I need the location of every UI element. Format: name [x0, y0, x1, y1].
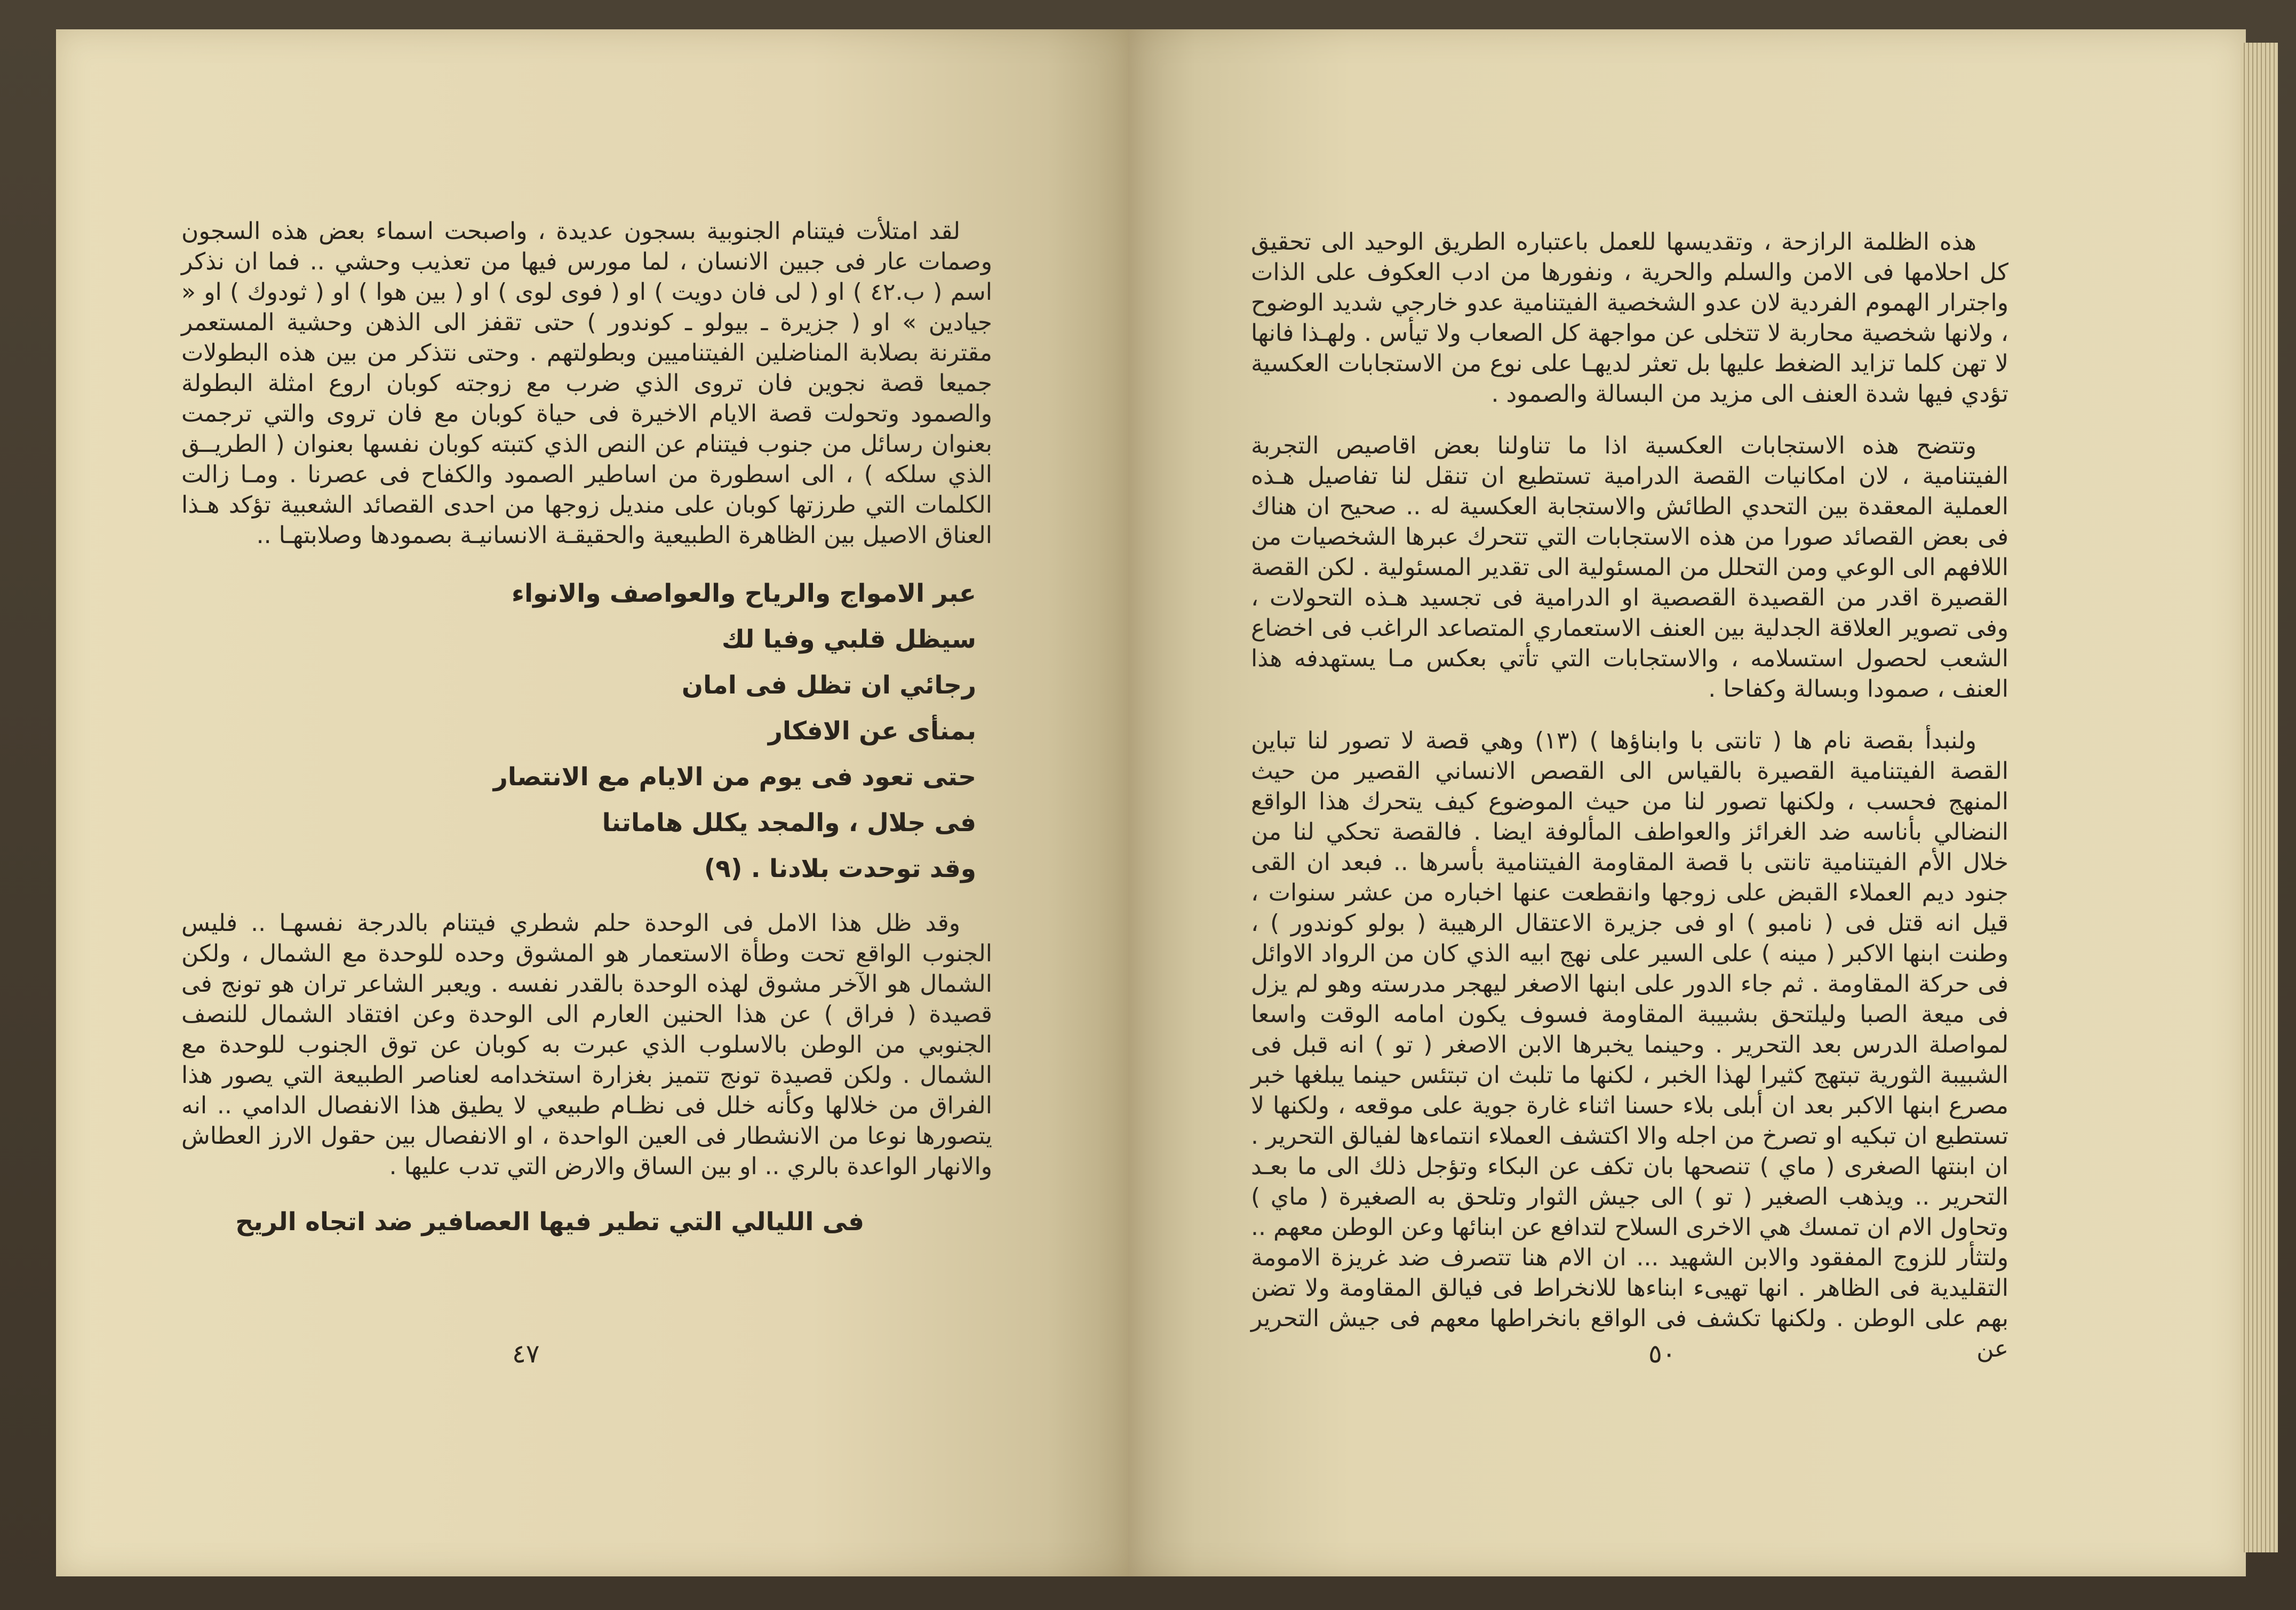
- page-number-left: ٤٧: [512, 1339, 540, 1369]
- page-stack-edge: [2241, 43, 2278, 1552]
- closing-verse-line: فى الليالي التي تطير فيها العصافير ضد اتجاه الريح: [235, 1207, 864, 1237]
- poem-verse: [181, 571, 992, 892]
- right-paragraph-1: هذه الظلمة الرازحة ، وتقديسها للعمل باعتباره الطريق الوحيد الى تحقيق كل احلامها فى الامن والسلم والحرية ، ونفورها من ادب العكوف على الذات واجترار الهموم الفردية لان عدو الشخصية الفيتنامية عدو خارجي شديد الوضوح ، ولانها شخصية محاربة لا تتخلى عن مواجهة كل الصعاب ولا تيأس . ولهـذا فانها لا تهن كلما تزايد الضغط عليها بل تعثر لديهـا على نوع من الاستجابات العكسية تؤدي فيها شدة العنف الى مزيد من البسالة والصمود .: [1251, 228, 2008, 408]
- right-page-text: [1251, 227, 2008, 1364]
- verse-line-2: سيظل قلبي وفيا لك: [721, 625, 976, 654]
- verse-line-4: بمنأى عن الافكار: [768, 716, 976, 746]
- verse-line-3: رجائي ان تظل فى امان: [681, 671, 976, 700]
- left-paragraph-2: وقد ظل هذا الامل فى الوحدة حلم شطري فيتنام بالدرجة نفسهـا .. فليس الجنوب الواقع تحت وطأة الاستعمار هو المشوق وحده للوحدة مع الشمال ، ولكن الشمال هو الآخر مشوق لهذه الوحدة بالقدر نفسه . ويعبر الشاعر تران هو تونج فى قصيدة ( فراق ) عن هذا الحنين العارم الى الوحدة وعن افتقاد الشمال للنصف الجنوبي من الوطن بالاسلوب الذي عبرت به كوبان عن توق الجنوب للوحدة مع الشمال . ولكن قصيدة تونج تتميز بغزارة استخدامه لعناصر الطبيعة التي يصور هذا الفراق من خلالها وكأنه خلل فى نظـام طبيعي لا يطيق هذا الانفصال الدامي .. انه يتصورها نوعا من الانشطار فى العين الواحدة ، او الانفصال بين حقول الارز العطاش والانهار الواعدة بالري .. او بين الساق والارض التي تدب عليها .: [181, 910, 992, 1180]
- right-paragraph-2: وتتضح هذه الاستجابات العكسية اذا ما تناولنا بعض اقاصيص التجربة الفيتنامية ، لان امكانيات القصة الدرامية تستطيع ان تنقل لنا تفاصيل هـذه العملية المعقدة بين التحدي الطائش والاستجابة العكسية له .. صحيح ان هناك فى بعض القصائد صورا من هذه الاستجابات التي تتحرك عبرها الشخصيات من اللافهم الى الوعي ومن التحلل من المسئولية الى تقدير المسئولية . لكن القصة القصيرة اقدر من القصيدة القصصية او الدرامية فى تجسيد هـذه التحولات ، وفى تصوير العلاقة الجدلية بين العنف الاستعماري المتصاعد الراغب فى اخضاع الشعب لحصول استسلامه ، والاستجابات التي تأتي بعكس مـا يستهدفه هذا العنف ، صمودا وبسالة وكفاحا .: [1251, 432, 2008, 703]
- left-page: [56, 29, 1134, 1576]
- verse-line-6: فى جلال ، والمجد يكلل هاماتنا: [602, 808, 976, 838]
- page-number-right: ٥٠: [1648, 1339, 1676, 1369]
- verse-line-5: حتى تعود فى يوم من الايام مع الانتصار: [493, 762, 976, 792]
- verse-line-7: وقد توحدت بلادنا . (٩): [704, 854, 976, 883]
- right-page: [1128, 29, 2246, 1576]
- right-paragraph-3: ولنبدأ بقصة نام ها ( تانتى با وابناؤها ) (١٣) وهي قصة لا تصور لنا تباين القصة الفيتنامية القصيرة بالقياس الى القصص الانساني القصير من حيث المنهج فحسب ، ولكنها تصور لنا من حيث الموضوع كيف يتحرك هذا الواقع النضالي بأناسه ضد الغرائز والعواطف المألوفة ايضا . فالقصة تحكي لنا من خلال الأم الفيتنامية تانتى با قصة المقاومة الفيتنامية بأسرها .. فبعد ان القى جنود ديم العملاء القبض على زوجها وانقطعت عنها اخباره من عشر سنوات ، قيل انه قتل فى ( نامبو ) او فى جزيرة الاعتقال الرهيبة ( بولو كوندور ) ، وطنت ابنها الاكبر ( مينه ) على السير على نهج ابيه الذي كان من الرواد الاوائل فى حركة المقاومة . ثم جاء الدور على ابنها الاصغر ليهجر مدرسته وهو لم يزل فى ميعة الصبا وليلتحق بشبيبة المقاومة فسوف يكون امامه الوقت واسعا لمواصلة الدرس بعد التحرير . وحينما يخبرها الابن الاصغر ( تو ) انه قبل فى الشبيبة الثورية تبتهج كثيرا لهذا الخبر ، لكنها ما تلبث ان تبتئس حينما يبلغها خبر مصرع ابنها الاكبر بعد ان أبلى بلاء حسنا اثناء غارة جوية على موقعه ، ولكنها لا تستطيع ان تبكيه او تصرخ من اجله والا اكتشف العملاء انتماءها لفيالق التحرير . ان ابنتها الصغرى ( ماي ) تنصحها بان تكف عن البكاء وتؤجل ذلك الى ما بعـد التحرير .. ويذهب الصغير ( تو ) الى جيش الثوار وتلحق به الصغيرة ( ماي ) وتحاول الام ان تمسك هي الاخرى السلاح لتدافع عن ابنائها وعن الوطن معهم .. ولتثأر للزوج المفقود والابن الشهيد ... ان الام هنا تتصرف ضد غريزة الامومة التقليدية فى الظاهر . انها تهيىء ابناءها للانخراط فى فيالق المقاومة ولا تضن بهم على الوطن . ولكنها تكشف فى الواقع بانخراطها معهم فى جيش التحرير عن: [1251, 727, 2008, 1362]
- verse-line-1: عبر الامواج والرياح والعواصف والانواء: [511, 579, 976, 608]
- left-page-text: [181, 216, 992, 1237]
- left-paragraph-1: لقد امتلأت فيتنام الجنوبية بسجون عديدة ، واصبحت اسماء بعض هذه السجون وصمات عار فى جبين الانسان ، لما مورس فيها من تعذيب وحشي .. فما ان نذكر اسم ( ب.٤٢ ) او ( لى فان دويت ) او ( فوى لوى ) او ( بين هوا ) او ( ثودوك ) او « جيادين » او ( جزيرة ـ بيولو ـ كوندور ) حتى تقفز الى الذهن وحشية المستعمر مقترنة بصلابة المناضلين الفيتناميين وبطولتهم . وحتى نتذكر من بين هذه البطولات جميعا قصة نجوين فان تروى الذي ضرب مع زوجته كوبان اروع امثلة البطولة والصمود وتحولت قصة الايام الاخيرة فى حياة كوبان مع فان تروى والتي ترجمت بعنوان رسائل من جنوب فيتنام عن النص الذي كتبته كوبان نفسها بعنوان ( الطريــق الذي سلكه ) ، الى اسطورة من اساطير الصمود والكفاح فى عصرنا . ومـا زالت الكلمات التي طرزتها كوبان على منديل زوجها من احدى القصائد الشعبية تؤكد هـذا العناق الاصيل بين الظاهرة الطبيعية والحقيقـة الانسانيـة بصمودها وصلابتهـا ..: [181, 218, 992, 549]
